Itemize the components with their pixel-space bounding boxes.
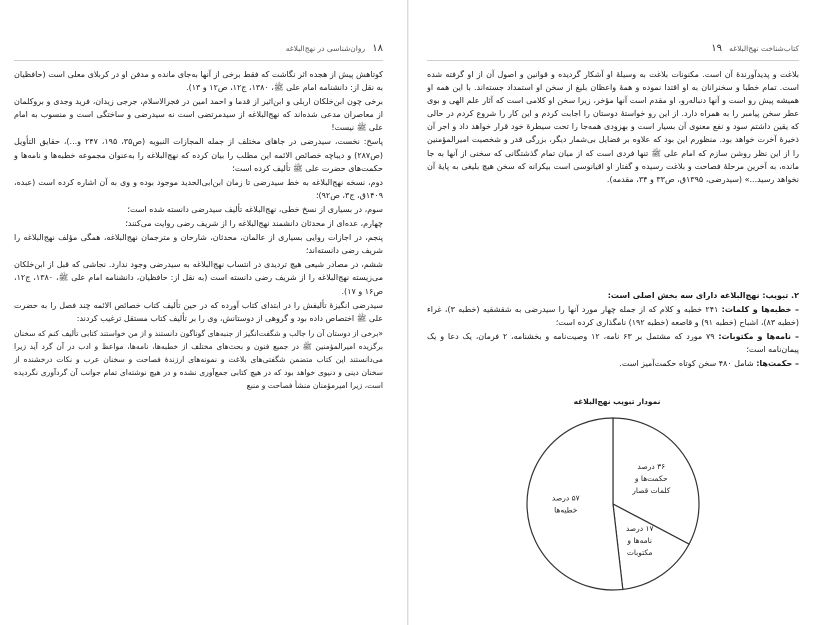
right-running-head [711,43,799,54]
left-paragraph: کوتاهش پیش از هجده اثر نگاشت که فقط برخی از آنها به‌جای مانده و مدفن او در کربلای معلی است (حافظیان به نقل از: دانشنامه امام علی ﷺ، ۱۳۸۰، ج۱۲، ص۱۲ و ۱۳). [14,70,383,93]
left-paragraph: پاسخ: نخست، سیدرضی در جاهای مختلف از جمله المجازات النبویه (ص۳۵، ۱۹۵، ۲۴۷ و...)، حقایق التأویل (ص۲۸۷) و دیباچه خصائص الائمه این مطلب را بیان کرده که نهج‌البلاغه را به‌عنوان مجموعه خطبه‌ها و نامه‌ها و حکمت‌های حضرت علی ﷺ تألیف کرده است؛ [14,137,384,173]
left-paragraph: سوم، در بسیاری از نسخ خطی، نهج‌البلاغه تألیف سیدرضی دانسته شده است؛ [127,204,383,214]
pie-slice-label: ۵۷ درصد خطبه‌ها [551,493,580,515]
section-heading: ۲. تبویب: نهج‌البلاغه دارای سه بخش اصلی است: [607,291,799,300]
chart-title: نمودار تبویب نهج‌البلاغه [573,397,661,406]
right-paragraph: بلاغت و پدیدآورندهٔ آن است. مکنونات بلاغت به وسیلهٔ او آشکار گردیده و قوانین و اصول آن از او گرفته شده است. تمام خطبا و سخنرانان به او اقتدا نموده و همهٔ واعظان بلیغ از سخن او استمداد جسته‌اند. با این همه او همیشه پیش رو است و آنها دنباله‌رو، او مقدم است آنها مؤخر، زیرا سخن او کلامی است که آثار علم الهی و بوی عطر سخن پیامبر را به همراه دارد. از این رو خواستهٔ دوستان را اجابت کردم و این کار را شروع کردم در حالی که یقین داشتم سود و نفع معنوی آن بسیار است و بهزودی همه‌جا را تحت سیطرهٔ خود قرار خواهد داد و اجر آن ذخیرهٔ آخرت خواهد بود. منظورم این بود که علاوه بر فضایل بی‌شمار دیگر، بزرگی قدر و شخصیت امیرالمؤمنین را از این نظر روشن سازم که امام علی ﷺ تنها فردی است که از میان تمام گذشتگانی که سخنی از آنها به جا مانده، به آخرین مرحلهٔ فصاحت و بلاغت رسیده و گفتار او اقیانوسی است بیکرانه که سخن هیچ بلیغی به پایهٔ آن نخواهد رسید...» (سیدرضی، ۱۳۹۵ق، ص۳۳ و ۳۴، مقدمه). [427,70,799,184]
right-page-number: ۱۹ [711,43,722,54]
right-page [409,0,825,625]
left-page-number: ۱۸ [372,43,383,54]
left-paragraph: برخی چون ابن‌خلکان اربلی و ابن‌اثیر از قدما و احمد امین در فجرالاسلام، جرجی زیدان، فرید وجدی و بروکلمان از معاصران مدعی شده‌اند که نهج‌البلاغه از سیدمرتضی است نه سیدرضی و ساختگی است و منسوب به امام علی ﷺ نیست! [14,97,383,133]
left-paragraph: پنجم، در اجازات روایی بسیاری از عالمان، محدثان، شارحان و مترجمان نهج‌البلاغه، همگی مؤلف نهج‌البلاغه را شریف رضی دانسته‌اند؛ [14,233,383,256]
tabwib-section [427,289,799,371]
pie-chart [409,412,825,612]
left-paragraph: چهارم، عده‌ای از محدثان دانشمند نهج‌البلاغه را از شریف رضی روایت می‌کنند؛ [125,219,383,229]
left-quote: «برخی از دوستان آن را جالب و شگفت‌انگیز از جنبه‌های گوناگون دانستند و از من خواستند کتابی تألیف کنم که سخنان برگزیده امیرالمؤمنین ﷺ در جمیع فنون و بحث‌های مختلف از خطبه‌ها، نامه‌ها، مواعظ و ادب در آن گرد آید زیرا می‌دانستند این کتاب متضمن شگفتی‌های بلاغت و نمونه‌های ارزندهٔ فصاحت و سخنان عرب و نکات درخشنده از سخنان دینی و دنیوی خواهد بود که در هیچ کتابی جمع‌آوری نشده و در هیچ نوشته‌ای تمام جوانب آن گردآوری نگردیده است، زیرا امیرمؤمنان منشأ فصاحت و منبع [14,328,383,390]
pie-slice-label: ۳۶ درصد حکمت‌ها و کلمات قصار [632,461,671,495]
left-page [0,0,408,625]
pie-slice [527,418,623,590]
list-item: – خطبه‌ها و کلمات: ۲۴۱ خطبه و کلام که از جمله چهار مورد آنها را سیدرضی به شقشقیه (خطبه ۳)، غراء (خطبه ۸۳)، اشباح (خطبه ۹۱) و قاصعه (خطبه ۱۹۲) نامگذاری کرده است؛ [427,304,800,328]
left-body [14,68,383,393]
pie-slice-label: ۱۷ درصد نامه‌ها و مکتوبات [625,524,654,558]
left-paragraph: دوم، نسخه نهج‌البلاغه به خط سیدرضی تا زمان ابن‌ابی‌الحدید موجود بوده و وی به آن اشاره کرده است (عبده، ۱۴۰۹ق، ج۳، ص۹۲)؛ [14,177,383,200]
right-body [427,68,799,187]
right-header-rule [427,60,799,61]
list-item: – نامه‌ها و مکتوبات: ۷۹ مورد که مشتمل بر ۶۳ نامه، ۱۲ وصیت‌نامه و بخشنامه، ۲ فرمان، یک دعا و یک پیمان‌نامه است؛ [427,331,800,355]
list-item: – حکمت‌ها: شامل ۴۸۰ سخن کوتاه حکمت‌آمیز است. [619,358,799,368]
left-paragraph: ششم، در مصادر شیعی هیچ تردیدی در انتساب نهج‌البلاغه به سیدرضی وجود ندارد. نجاشی که قبل از ابن‌خلکان می‌زیسته نهج‌البلاغه را از شریف رضی دانسته است (به نقل از: حافظیان، دانشنامه امام علی ﷺ، ۱۳۸۰، ج۱۲، ص۱۶ و ۱۷). [14,260,383,296]
left-header-rule [14,60,383,61]
left-paragraph: سیدرضی انگیزهٔ تألیفش را در ابتدای کتاب آورده که در حین تألیف کتاب خصائص الائمه چند فصل را به حضرت علی ﷺ اختصاص داده بود و گروهی از دوستانش، وی را بر تألیف کتاب مستقل ترغیب کردند: [14,300,383,323]
right-running-title: کتاب‌شناخت نهج‌البلاغه [729,44,799,53]
left-running-head [286,43,383,54]
left-running-title: روان‌شناسی در نهج‌البلاغه [285,44,366,53]
